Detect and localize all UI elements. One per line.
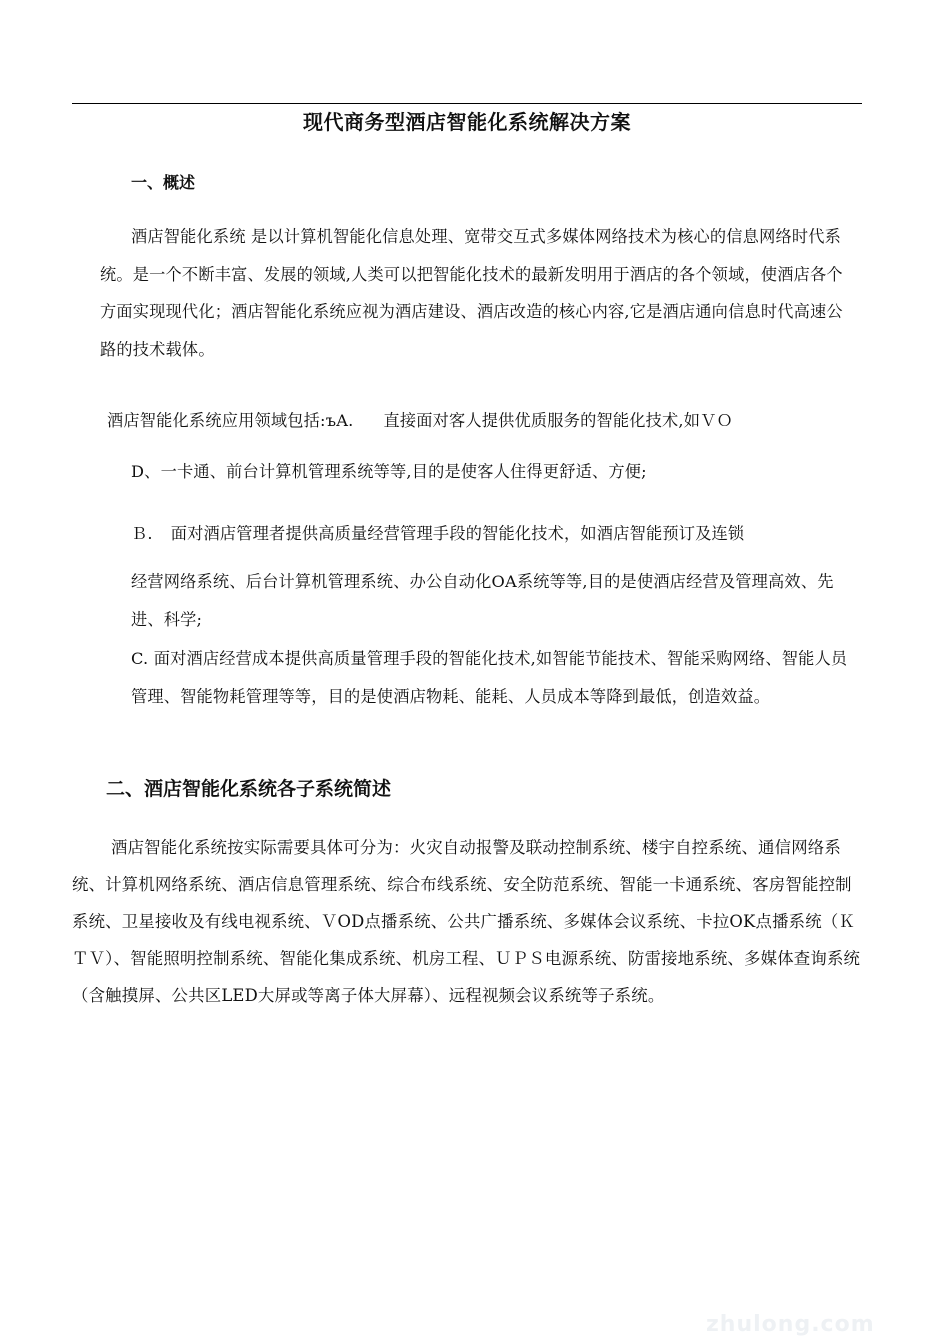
item-c-paragraph: C. 面对酒店经营成本提供高质量管理手段的智能化技术,如智能节能技术、智能采购网络、智能人员管理、智能物耗管理等等，目的是使酒店物耗、能耗、人员成本等降到最低，创造效益。 — [131, 649, 848, 706]
item-a-continuation: D、一卡通、前台计算机管理系统等等,目的是使客人住得更舒适、方便; — [131, 462, 647, 481]
overview-paragraph: 酒店智能化系统 是以计算机智能化信息处理、宽带交互式多媒体网络技术为核心的信息网络时代系统。是一个不断丰富、发展的领域,人类可以把智能化技术的最新发明用于酒店的各个领域，使酒店各个方面实现现代化；酒店智能化系统应视为酒店建设、酒店改造的核心内容,它是酒店通向信息时代高速公路的技术载体。 — [100, 227, 843, 359]
item-b-first-text: 面对酒店管理者提供高质量经营管理手段的智能化技术，如酒店智能预订及连锁 — [170, 524, 745, 543]
item-b-paragraph: 经营网络系统、后台计算机管理系统、办公自动化OA系统等等,目的是使酒店经营及管理高效、先进、科学; — [131, 572, 834, 629]
application-areas-intro: 酒店智能化系统应用领域包括:ъA. — [107, 411, 354, 430]
item-b-label: Ｂ. — [131, 524, 153, 543]
item-a-text: 直接面对客人提供优质服务的智能化技术,如ＶＯ — [383, 411, 733, 430]
header-rule — [72, 103, 862, 104]
subsystems-paragraph: 酒店智能化系统按实际需要具体可分为：火灾自动报警及联动控制系统、楼宇自控系统、通信网络系统、计算机网络系统、酒店信息管理系统、综合布线系统、安全防范系统、智能一卡通系统、客房智能控制系统、卫星接收及有线电视系统、ＶOD点播系统、公共广播系统、多媒体会议系统、卡拉OK点播系统（ＫＴＶ）、智能照明控制系统、智能化集成系统、机房工程、ＵＰＳ电源系统、防雷接地系统、多媒体查询系统（含触摸屏、公共区LED大屏或等离子体大屏幕）、远程视频会议系统等子系统。 — [72, 838, 861, 1005]
document-title: 现代商务型酒店智能化系统解决方案 — [303, 110, 631, 134]
section-heading-subsystems: 二、酒店智能化系统各子系统简述 — [106, 778, 392, 800]
item-b-first-line — [131, 520, 744, 544]
section-heading-overview: 一、概述 — [131, 173, 196, 192]
application-areas-line — [107, 407, 733, 431]
watermark-logo: zhulong.com — [706, 1312, 875, 1337]
